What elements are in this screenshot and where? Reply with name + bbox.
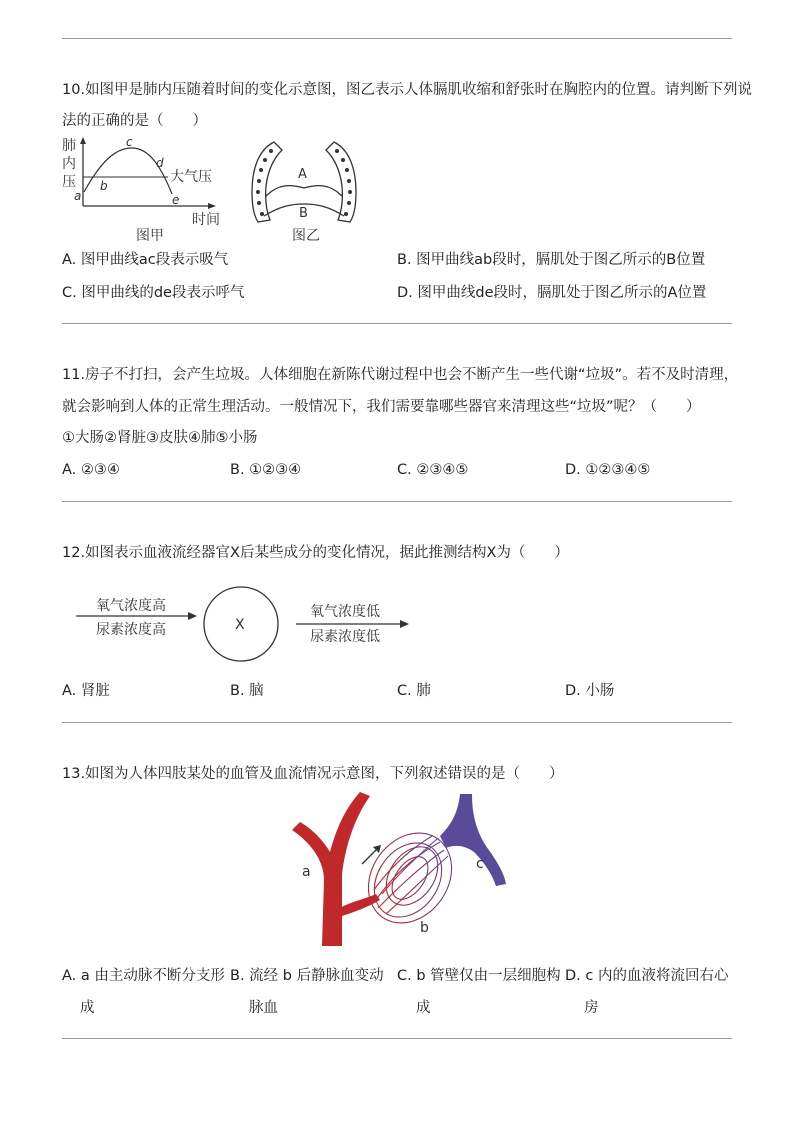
vessel-label-b: b	[420, 920, 429, 936]
figure-caption: 图乙	[292, 228, 320, 244]
q10-option-d[interactable]: D. 图甲曲线de段时，膈肌处于图乙所示的A位置	[397, 285, 707, 301]
figure-caption: 图甲	[136, 228, 164, 244]
point-label: a	[74, 189, 82, 203]
input-label: 尿素浓度高	[96, 622, 166, 638]
q12-figure	[70, 580, 420, 670]
output-label: 氧气浓度低	[310, 604, 380, 620]
y-axis-label-char: 内	[62, 156, 76, 172]
vessel-label-a: a	[302, 864, 311, 880]
q12-option-b[interactable]: B. 脑	[230, 683, 264, 699]
q13-option-d-line1[interactable]: D. c 内的血液将流回右心	[565, 968, 729, 984]
point-label: d	[156, 156, 164, 170]
position-label-b: B	[299, 206, 308, 221]
q12-option-c[interactable]: C. 肺	[397, 683, 431, 699]
x-axis-label: 时间	[192, 212, 220, 228]
q13-option-a-line2[interactable]: 成	[80, 1000, 95, 1016]
q13-option-c-line2[interactable]: 成	[416, 1000, 431, 1016]
q11-option-a[interactable]: A. ②③④	[62, 462, 120, 478]
vessel-label-c: c	[476, 856, 484, 872]
q13-option-d-line2[interactable]: 房	[584, 1000, 599, 1016]
input-label: 氧气浓度高	[96, 598, 166, 614]
q11-stem-line2: 就会影响到人体的正常生理活动。一般情况下，我们需要靠哪些器官来清理这些“垃圾”呢？（ ）	[62, 399, 701, 415]
q11-items: ①大肠②肾脏③皮肤④肺⑤小肠	[62, 430, 258, 446]
baseline-label: 大气压	[170, 169, 212, 185]
q10-stem-line2: 法的正确的是（ ）	[62, 113, 207, 129]
q13-stem: 13.如图为人体四肢某处的血管及血流情况示意图，下列叙述错误的是（ ）	[62, 766, 564, 782]
divider	[62, 38, 732, 39]
position-label-a: A	[298, 167, 307, 182]
point-label: e	[172, 193, 180, 207]
divider	[62, 323, 732, 324]
q11-stem-line1: 11.房子不打扫，会产生垃圾。人体细胞在新陈代谢过程中也会不断产生一些代谢“垃圾”。若不及时清理，	[62, 367, 739, 383]
organ-label: X	[235, 617, 245, 633]
q13-option-a-line1[interactable]: A. a 由主动脉不断分支形	[62, 968, 225, 984]
q12-option-a[interactable]: A. 肾脏	[62, 683, 110, 699]
q10-figure-jia	[60, 134, 230, 246]
q13-figure	[290, 790, 515, 946]
divider	[62, 501, 732, 502]
divider	[62, 1038, 732, 1039]
q10-figure-yi	[244, 136, 364, 246]
q11-option-d[interactable]: D. ①②③④⑤	[565, 462, 651, 478]
q13-option-b-line2[interactable]: 脉血	[249, 1000, 278, 1016]
q10-option-b[interactable]: B. 图甲曲线ab段时，膈肌处于图乙所示的B位置	[397, 252, 706, 268]
q11-option-c[interactable]: C. ②③④⑤	[397, 462, 469, 478]
y-axis-label-char: 压	[62, 174, 76, 190]
output-label: 尿素浓度低	[310, 629, 380, 645]
y-axis-label-char: 肺	[62, 138, 76, 154]
q10-option-a[interactable]: A. 图甲曲线ac段表示吸气	[62, 252, 229, 268]
q13-option-b-line1[interactable]: B. 流经 b 后静脉血变动	[230, 968, 384, 984]
q12-option-d[interactable]: D. 小肠	[565, 683, 615, 699]
q10-stem-line1: 10.如图甲是肺内压随着时间的变化示意图，图乙表示人体膈肌收缩和舒张时在胸腔内的位置。请判断下列说	[62, 82, 753, 98]
q11-option-b[interactable]: B. ①②③④	[230, 462, 302, 478]
q12-stem: 12.如图表示血液流经器官X后某些成分的变化情况，据此推测结构X为（ ）	[62, 545, 569, 561]
point-label: b	[100, 179, 108, 193]
q13-option-c-line1[interactable]: C. b 管壁仅由一层细胞构	[397, 968, 561, 984]
point-label: c	[126, 135, 133, 149]
divider	[62, 722, 732, 723]
q10-option-c[interactable]: C. 图甲曲线的de段表示呼气	[62, 285, 245, 301]
